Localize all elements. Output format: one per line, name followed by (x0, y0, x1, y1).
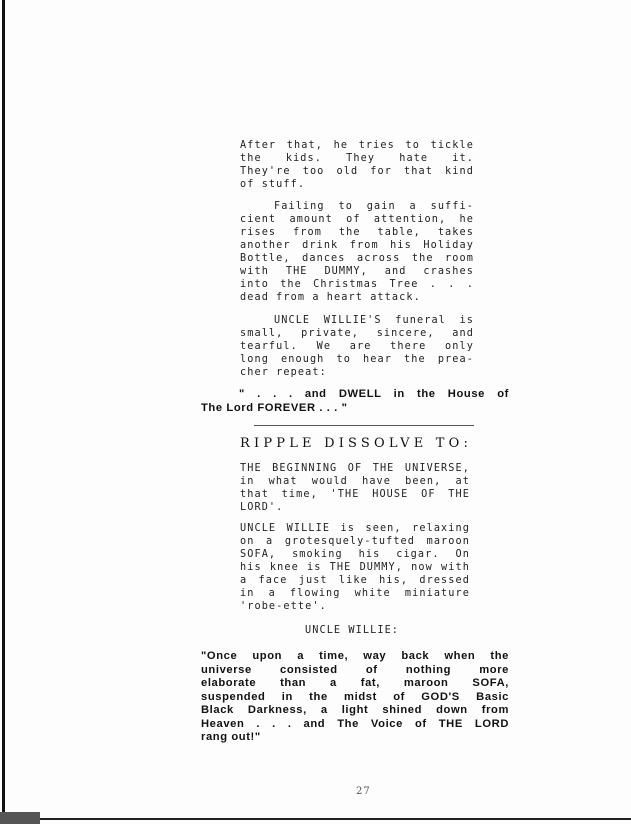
text-line: tearful. We are there only (240, 341, 474, 352)
page-bottom-edge (0, 818, 631, 820)
text-line: 'robe-ette'. (240, 601, 327, 612)
text-line: rises from the table, takes (240, 227, 474, 238)
text-line: on a grotesquely-tufted maroon (240, 536, 470, 547)
speaker-name: UNCLE WILLIE: (305, 625, 400, 636)
text-line: "Once upon a time, way back when the (201, 650, 509, 662)
text-line: a face just like his, dressed (240, 575, 470, 586)
text-line: long enough to hear the prea- (240, 354, 474, 365)
text-line: elaborate than a fat, maroon SOFA, (201, 677, 509, 689)
text-line: rang out!" (201, 731, 261, 743)
text-line: that time, 'THE HOUSE OF THE (240, 489, 470, 500)
text-line: Black Darkness, a light shined down from (201, 704, 509, 716)
text-line: Heaven . . . and The Voice of THE LORD (201, 717, 509, 730)
text-line: small, private, sincere, and (240, 328, 474, 339)
preacher-quote (201, 388, 509, 415)
text-line: " . . . and DWELL in the House of (239, 388, 509, 400)
text-line: in a flowing white miniature (240, 588, 470, 599)
text-line: another drink from his Holiday (240, 240, 474, 251)
paragraph-tickle (240, 139, 474, 191)
page-bottom-corner-shade (0, 812, 40, 824)
text-line: They're too old for that kind (240, 166, 474, 177)
text-line: cient amount of attention, he (240, 214, 474, 225)
text-line: UNCLE WILLIE is seen, relaxing (240, 523, 470, 534)
paragraph-sofa (240, 522, 470, 613)
text-line: UNCLE WILLIE'S funeral is (274, 315, 474, 326)
text-line: universe consisted of nothing more (201, 663, 509, 676)
text-line: THE BEGINNING OF THE UNIVERSE, (240, 463, 470, 474)
text-line: LORD'. (240, 502, 284, 513)
transition-heading: RIPPLE DISSOLVE TO: (240, 436, 473, 451)
text-line: dead from a heart attack. (240, 292, 421, 303)
page-left-edge (2, 0, 5, 824)
text-line: of stuff. (240, 179, 306, 190)
text-line: the kids. They hate it. (240, 153, 474, 164)
text-line: cher repeat: (240, 367, 327, 378)
dialogue-block (201, 650, 509, 745)
text-line: The Lord FOREVER . . . " (201, 401, 348, 414)
text-line: in what would have been, at (240, 476, 470, 487)
section-divider (254, 425, 474, 426)
paragraph-funeral (240, 314, 474, 379)
text-line: into the Christmas Tree . . . (240, 279, 474, 290)
text-line: Failing to gain a suffi- (274, 201, 474, 212)
paragraph-universe (240, 462, 470, 514)
text-line: his knee is THE DUMMY, now with (240, 562, 470, 573)
page-number: 27 (356, 786, 371, 797)
text-line: suspended in the midst of GOD'S Basic (201, 690, 509, 703)
paragraph-heart-attack (240, 200, 474, 304)
text-line: After that, he tries to tickle (240, 140, 474, 151)
text-line: SOFA, smoking his cigar. On (240, 549, 470, 560)
text-line: Bottle, dances across the room (240, 253, 474, 264)
text-line: with THE DUMMY, and crashes (240, 266, 474, 277)
